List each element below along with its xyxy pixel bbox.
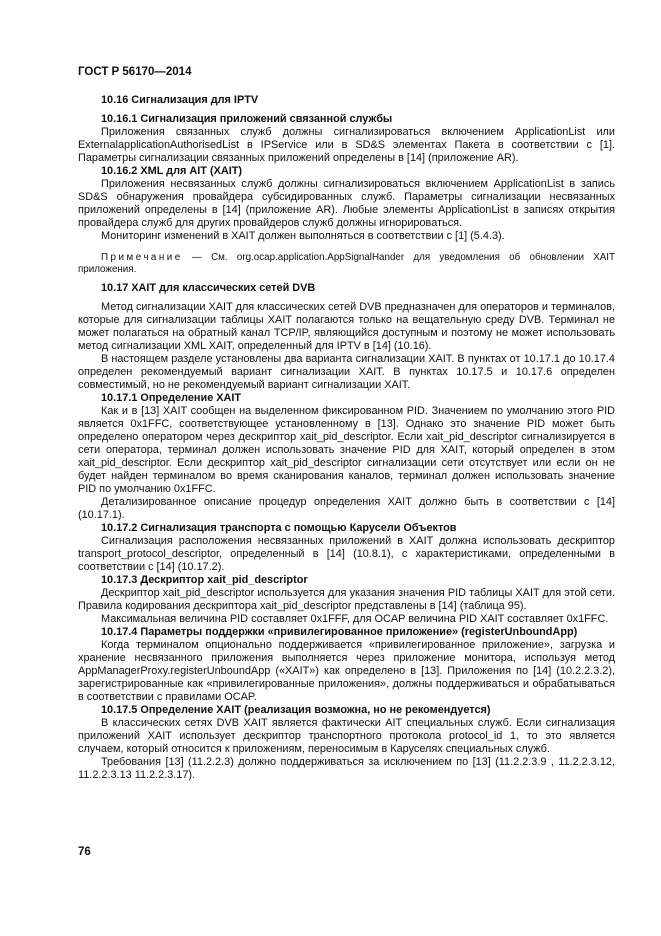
heading-10-16: 10.16 Сигнализация для IPTV <box>101 94 259 106</box>
paragraph: Приложения связанных служб должны сигнализироваться включением ApplicationList или ExternalapplicationAuthorisedList в IPService или в SD&S элементах Пакета в соответствии с [1]. Параметры сигнализации связанных приложений определены в [14] (приложение AR). <box>78 126 615 164</box>
paragraph: Детализированное описание процедур определения XAIT должно быть в соответствии с [14] (10.17.1). <box>78 496 615 521</box>
heading-10-16-2: 10.16.2 XML для AIT (XAIT) <box>101 165 243 177</box>
paragraph: Максимальная величина PID составляет 0x1FFF, для OCAP величина PID XAIT составляет 0x1FFC. <box>101 613 609 625</box>
note <box>78 252 615 276</box>
note-label: Примечание <box>101 252 183 263</box>
paragraph: Требования [13] (11.2.2.3) должно поддерживаться за исключением по [13] (11.2.2.3.9 , 11.2.2.3.12, 11.2.2.3.13 11.2.2.3.17). <box>78 756 615 781</box>
heading-10-17-1: 10.17.1 Определение XAIT <box>101 392 242 404</box>
heading-10-17-5: 10.17.5 Определение XAIT (реализация возможна, но не рекомендуется) <box>101 704 491 716</box>
paragraph: Когда терминалом опционально поддерживается «привилегированное приложение», загрузка и хранение несвязанного приложения выполняется через приложение монитора, используя метод AppManagerProxy.registerUnboundApp («XAIT») как определено в [13]. Приложения по [14] (10.2.2.3.2), зарегистрированные как «привилегированные приложения», должны поддерживаться и обрабатываться в соответствии с правилами OCAP. <box>78 639 615 703</box>
paragraph: Сигнализация расположения несвязанных приложений в XAIT должна использовать дескриптор transport_protocol_descriptor, определенный в [14] (10.8.1), с характеристиками, определенными в соответствии с [14] (10.17.2). <box>78 535 615 573</box>
heading-10-17-3: 10.17.3 Дескриптор xait_pid_descriptor <box>101 574 308 586</box>
paragraph: В классических сетях DVB XAIT является фактически AIT специальных служб. Если сигнализация приложений XAIT использует дескриптор транспортного протокола protocol_id 1, то это является случаем, который относится к приложениям, переносимым в Каруселях специальных служб. <box>78 717 615 755</box>
paragraph: В настоящем разделе установлены два варианта сигнализации XAIT. В пунктах от 10.17.1 до 10.17.4 определен рекомендуемый вариант сигнализации XAIT. В пунктах 10.17.5 и 10.17.6 определен совместимый, но не рекомендуемый вариант сигнализации XAIT. <box>78 353 615 391</box>
heading-10-17-4: 10.17.4 Параметры поддержки «привилегированное приложение» (registerUnboundApp) <box>101 626 578 638</box>
page-content <box>78 94 615 782</box>
heading-10-17: 10.17 XAIT для классических сетей DVB <box>101 282 316 294</box>
heading-10-16-1: 10.16.1 Сигнализация приложений связанной службы <box>101 113 393 125</box>
paragraph: Как и в [13] XAIT сообщен на выделенном фиксированном PID. Значением по умолчанию этого PID является 0x1FFC, соответствующее установленному в [13]. Однако это значение PID может быть определено оператором через дескриптор xait_pid_descriptor. Если xait_pid_descriptor сигнализируется в сети оператора, терминал должен использовать значение PID для XAIT, который определен в этом xait_pid_descriptor. Если дескриптор xait_pid_descriptor сигнализации сети отсутствует или если он не будет найден терминалом во время сканирования каналов, терминал должен использовать значение PID по умолчанию 0x1FFC. <box>78 405 615 495</box>
document-header: ГОСТ Р 56170—2014 <box>78 66 192 78</box>
paragraph: Мониторинг изменений в XAIT должен выполняться в соответствии с [1] (5.4.3). <box>101 230 505 242</box>
page-number: 76 <box>78 846 91 858</box>
heading-10-17-2: 10.17.2 Сигнализация транспорта с помощью Карусели Объектов <box>101 522 457 534</box>
paragraph: Дескриптор xait_pid_descriptor используется для указания значения PID таблицы XAIT для этой сети. Правила кодирования дескриптора xait_pid_descriptor представлены в [14] (таблица 95). <box>78 587 615 612</box>
paragraph: Метод сигнализации XAIT для классических сетей DVB предназначен для операторов и терминалов, которые для сигнализации таблицы XAIT полагаются только на вещательную среду DVB. Терминал не может полагаться на обратный канал TCP/IP, являющийся доступным и поэтому не может использовать метод сигнализации XML XAIT, определенный для IPTV в [14] (10.16). <box>78 301 615 352</box>
note-text: — См. org.ocap.application.AppSignalHander для уведомления об обновлении XAIT приложения. <box>78 252 615 275</box>
paragraph: Приложения несвязанных служб должны сигнализироваться включением ApplicationList в запись SD&S обнаружения провайдера субсидированных служб. Параметры сигнализации несвязанных приложений определены в [14] (приложение AR). Любые элементы ApplicationList в записях открытия провайдера служб для других провайдеров служб должны игнорироваться. <box>78 178 615 229</box>
